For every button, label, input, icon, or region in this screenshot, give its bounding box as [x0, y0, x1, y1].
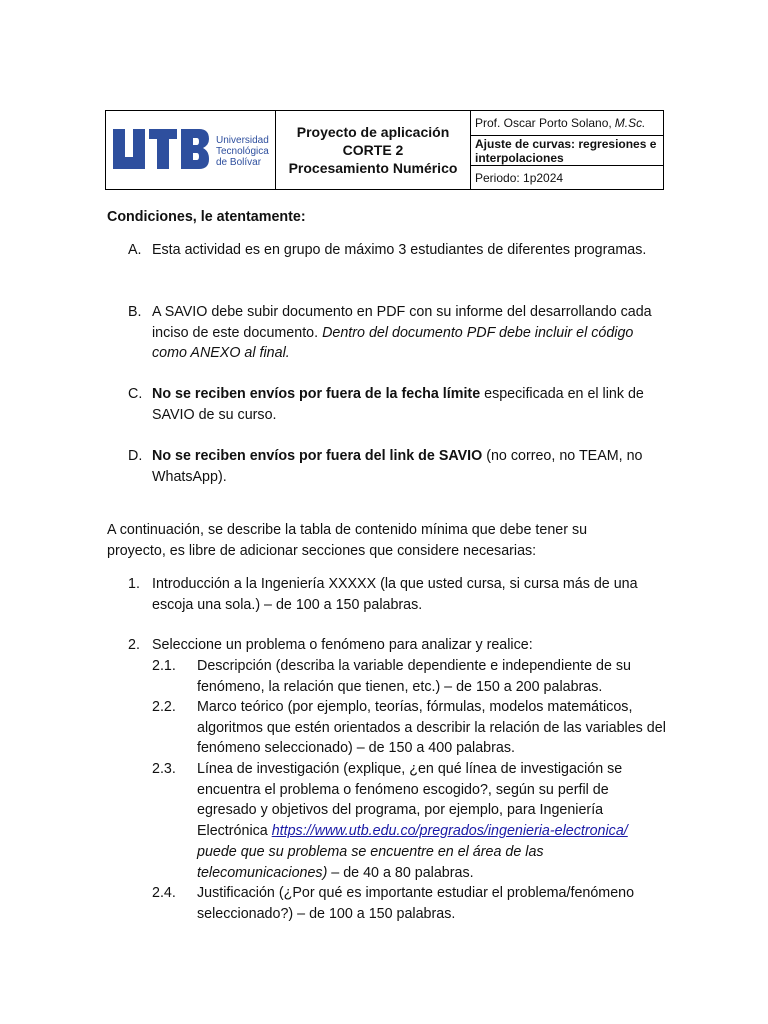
period-cell: Periodo: 1p2024 — [475, 170, 564, 185]
list-text — [152, 302, 664, 364]
logo-cell — [106, 111, 276, 189]
list-marker: A. — [128, 242, 142, 258]
professor-name: Prof. Oscar Porto Solano, — [475, 116, 612, 130]
sub-text — [197, 759, 667, 883]
header-info — [471, 111, 663, 189]
list-marker: 2. — [128, 637, 140, 653]
logo-text — [216, 135, 269, 168]
list-text-bold: No se reciben envíos por fuera de la fecha límite — [152, 386, 481, 402]
list-text — [152, 446, 664, 487]
header-title — [276, 111, 471, 189]
sub-text-italic: puede que su problema se encuentre en el área de las telecomunicaciones) — [197, 843, 544, 881]
list-text-plain: A SAVIO debe subir documento en PDF con su informe del desarrollando cada inciso de este documento. — [152, 304, 652, 341]
sub-marker: 2.2. — [152, 699, 176, 715]
list-text-italic: Dentro del documento PDF debe incluir el código como ANEXO al final. — [152, 324, 634, 362]
utb-logo-icon — [111, 129, 211, 169]
logo-line: de Bolívar — [216, 157, 262, 168]
intro-paragraph: A continuación, se describe la tabla de contenido mínima que debe tener su proyecto, es libre de adicionar secciones que considere necesarias: — [107, 522, 588, 559]
sub-marker: 2.3. — [152, 761, 176, 777]
list-text-plain: especificada en el link de SAVIO de su curso. — [152, 386, 644, 423]
sub-text-tail: – de 40 a 80 palabras. — [327, 864, 474, 881]
program-link[interactable]: https://www.utb.edu.co/pregrados/ingenieria-electronica/ — [271, 823, 628, 840]
topic-cell: Ajuste de curvas: regresiones e interpolaciones — [471, 136, 663, 166]
title-line: CORTE 2 — [342, 142, 404, 158]
list-text: Esta actividad es en grupo de máximo 3 estudiantes de diferentes programas. — [152, 242, 647, 258]
sub-text: Marco teórico (por ejemplo, teorías, fórmulas, modelos matemáticos, algoritmos que estén orientados a describir la relación de las variables del fenómeno seleccionado) – de 150 a 400 palabras. — [197, 699, 666, 757]
sub-text-plain: Línea de investigación (explique, ¿en qué línea de investigación se encuentra el problema o fenómeno escogido?, según su perfil de egresado y objetivos del programa, por ejemplo, para Ingeniería Electrónica — [197, 761, 623, 840]
list-marker: C. — [128, 386, 143, 402]
list-text-plain: (no correo, no TEAM, no WhatsApp). — [152, 448, 643, 485]
list-text: Seleccione un problema o fenómeno para analizar y realice: — [152, 637, 533, 653]
professor-degree: M.Sc. — [614, 116, 646, 130]
logo-line: Tecnológica — [216, 146, 269, 157]
professor-cell — [471, 111, 663, 136]
list-marker: D. — [128, 448, 143, 464]
list-text — [152, 384, 664, 425]
list-text: Introducción a la Ingeniería XXXXX (la que usted cursa, si cursa más de una escoja una sola.) – de 100 a 150 palabras. — [152, 576, 638, 613]
title-line: Proyecto de aplicación — [296, 124, 450, 140]
list-marker: B. — [128, 304, 142, 320]
logo-line: Universidad — [216, 135, 269, 146]
conditions-heading: Condiciones, le atentamente: — [107, 209, 306, 225]
title-line: Procesamiento Numérico — [288, 160, 458, 176]
sub-text: Descripción (describa la variable dependiente e independiente de su fenómeno, la relación que tienen, etc.) – de 150 a 200 palabras. — [197, 658, 631, 695]
list-text-bold: No se reciben envíos por fuera del link de SAVIO — [152, 448, 483, 464]
sub-marker: 2.1. — [152, 658, 176, 674]
header-table — [105, 110, 664, 190]
sub-marker: 2.4. — [152, 885, 176, 901]
list-marker: 1. — [128, 576, 140, 592]
sub-text: Justificación (¿Por qué es importante estudiar el problema/fenómeno seleccionado?) – de 100 a 150 palabras. — [197, 885, 635, 922]
